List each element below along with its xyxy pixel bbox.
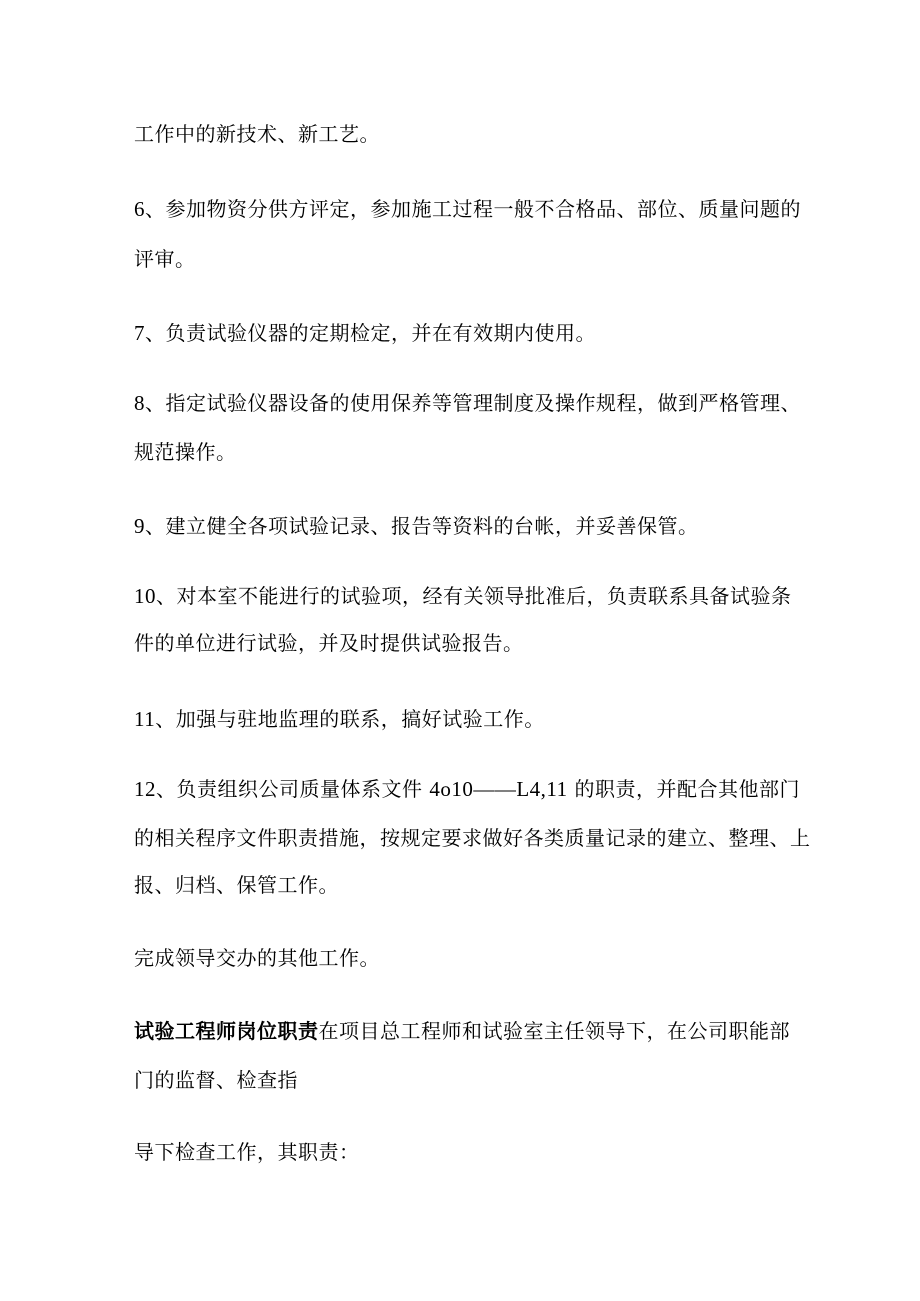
- text-line: [134, 1067, 298, 1093]
- line-text: 报、归档、保管工作。: [134, 873, 339, 897]
- list-item-11: [134, 706, 545, 732]
- section-heading-line: [134, 1018, 790, 1044]
- list-item-7: [134, 320, 596, 346]
- line-text: 、加强与驻地监理的联系，搞好试验工作。: [155, 707, 545, 731]
- text-line: [134, 825, 811, 851]
- item-number: 10: [134, 584, 156, 608]
- line-text: 在项目总工程师和试验室主任领导下，在公司职能部: [318, 1019, 790, 1043]
- line-text: 、参加物资分供方评定，参加施工过程一般不合格品、部位、质量问题的: [145, 197, 801, 221]
- item-number: 11: [134, 707, 156, 731]
- text-line: [134, 1139, 360, 1165]
- item-number: 12: [134, 777, 156, 801]
- line-text: 完成领导交办的其他工作。: [134, 946, 380, 970]
- text-line: [134, 945, 380, 971]
- text-line: [134, 872, 339, 898]
- line-text: 、对本室不能进行的试验项，经有关领导批准后，负责联系具备试验条: [156, 584, 792, 608]
- list-item-12: [134, 776, 800, 802]
- line-text: 的相关程序文件职责措施，按规定要求做好各类质量记录的建立、整理、上: [134, 826, 811, 850]
- line-text: 、负责试验仪器的定期检定，并在有效期内使用。: [145, 321, 596, 345]
- line-text: 规范操作。: [134, 440, 237, 464]
- line-text: 、建立健全各项试验记录、报告等资料的台帐，并妥善保管。: [145, 514, 699, 538]
- line-text-tail: 的职责，并配合其他部门: [567, 777, 801, 801]
- text-line: [134, 246, 196, 272]
- text-line: [134, 439, 237, 465]
- section-heading: 试验工程师岗位职责: [134, 1019, 319, 1043]
- line-text: 、负责组织公司质量体系文件: [156, 777, 430, 801]
- list-item-10: [134, 583, 792, 609]
- document-reference: 4o10——L4,11: [429, 777, 568, 801]
- line-text: 导下检查工作，其职责：: [134, 1140, 360, 1164]
- item-number: 7: [134, 321, 145, 345]
- line-text: 工作中的新技术、新工艺。: [134, 122, 380, 146]
- list-item-6: [134, 196, 801, 222]
- line-text: 评审。: [134, 247, 196, 271]
- item-number: 9: [134, 514, 145, 538]
- text-line: [134, 121, 380, 147]
- item-number: 8: [134, 391, 145, 415]
- line-text: 门的监督、检查指: [134, 1068, 298, 1092]
- line-text: 、指定试验仪器设备的使用保养等管理制度及操作规程，做到严格管理、: [145, 391, 801, 415]
- item-number: 6: [134, 197, 145, 221]
- list-item-9: [134, 513, 699, 539]
- list-item-8: [134, 390, 801, 416]
- line-text: 件的单位进行试验，并及时提供试验报告。: [134, 631, 524, 655]
- text-line: [134, 630, 524, 656]
